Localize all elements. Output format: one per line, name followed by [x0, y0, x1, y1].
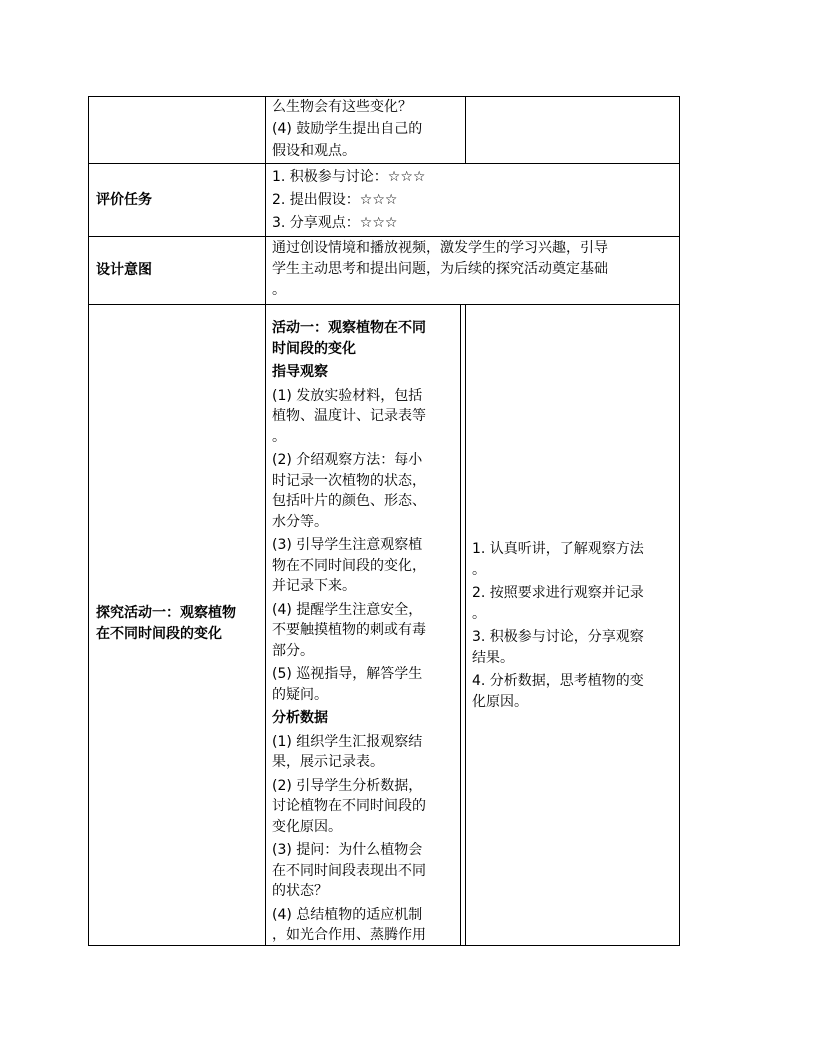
row-divider-3 — [88, 304, 680, 305]
row1-line: 么生物会有这些变化？ — [272, 99, 412, 115]
guide-line: 不要触摸植物的刺或有毒 — [272, 622, 426, 638]
column-divider-row4-a — [460, 304, 461, 946]
table-right-border — [679, 96, 680, 946]
analysis-line: 的状态？ — [272, 883, 328, 899]
student-line: 结果。 — [472, 650, 514, 666]
guide-line: 。 — [272, 428, 286, 445]
inquiry-activity-label-cell — [96, 603, 264, 645]
student-line: 1. 认真听讲，了解观察方法 — [472, 541, 644, 557]
guide-line: 物在不同时间段的变化， — [272, 557, 426, 574]
guide-item — [272, 450, 458, 532]
design-intent-text-cell — [272, 238, 677, 301]
analysis-item — [272, 905, 458, 946]
student-item — [472, 627, 677, 669]
design-intent-label: 设计意图 — [96, 262, 152, 278]
guide-item — [272, 535, 458, 597]
guide-line: (4) 提醒学生注意安全， — [272, 601, 423, 618]
evaluation-item: 2. 提出假设：☆☆☆ — [272, 192, 398, 208]
student-item — [472, 539, 677, 581]
guide-line: 并记录下来。 — [272, 578, 356, 594]
guide-item — [272, 600, 458, 662]
activity-title-line: 时间段的变化 — [272, 340, 356, 357]
row1-line: 假设和观点。 — [272, 143, 356, 159]
guide-line: (3) 引导学生注意观察植 — [272, 537, 423, 553]
student-line: 。 — [472, 562, 486, 578]
inquiry-label-line: 在不同时间段的变化 — [96, 626, 222, 642]
column-divider-label — [265, 96, 266, 946]
student-line: 2. 按照要求进行观察并记录 — [472, 585, 644, 601]
activity-title-line: 活动一：观察植物在不同 — [272, 320, 426, 336]
design-intent-label-cell — [96, 237, 261, 304]
analysis-line: (3) 提问：为什么植物会 — [272, 842, 423, 858]
guide-line: (1) 发放实验材料，包括 — [272, 387, 423, 404]
row1-line: (4) 鼓励学生提出自己的 — [272, 121, 423, 137]
design-intent-line: 。 — [272, 282, 286, 298]
analysis-line: 果，展示记录表。 — [272, 754, 384, 770]
analysis-line: (2) 引导学生分析数据， — [272, 777, 423, 794]
table-left-border — [88, 96, 89, 946]
teacher-activity-cell — [272, 318, 458, 946]
student-item — [472, 671, 677, 713]
section-heading-guide: 指导观察 — [272, 364, 328, 380]
guide-line: (5) 巡视指导，解答学生 — [272, 666, 423, 682]
evaluation-item: 1. 积极参与讨论：☆☆☆ — [272, 169, 426, 185]
student-line: 化原因。 — [472, 694, 528, 710]
guide-line: 的疑问。 — [272, 686, 328, 703]
student-line: 。 — [472, 606, 486, 622]
analysis-line: ，如光合作用、蒸腾作用 — [272, 927, 426, 943]
guide-line: 包括叶片的颜色、形态、 — [272, 493, 426, 509]
guide-line: 水分等。 — [272, 513, 328, 530]
analysis-line: 变化原因。 — [272, 818, 342, 835]
analysis-line: 在不同时间段表现出不同 — [272, 862, 426, 879]
evaluation-items-cell — [272, 166, 672, 235]
student-line: 3. 积极参与讨论，分享观察 — [472, 629, 644, 645]
evaluation-label: 评价任务 — [96, 191, 152, 208]
analysis-item — [272, 732, 458, 773]
analysis-line: (1) 组织学生汇报观察结 — [272, 733, 423, 750]
guide-line: 植物、温度计、记录表等 — [272, 408, 426, 424]
evaluation-label-cell — [96, 164, 261, 236]
section-heading-analysis: 分析数据 — [272, 710, 328, 726]
analysis-line: (4) 总结植物的适应机制 — [272, 906, 423, 923]
student-line: 4. 分析数据，思考植物的变 — [472, 673, 644, 689]
analysis-item — [272, 776, 458, 838]
student-item — [472, 583, 677, 625]
column-divider-row4-b — [465, 304, 466, 946]
guide-line: 部分。 — [272, 642, 314, 659]
evaluation-item: 3. 分享观点：☆☆☆ — [272, 215, 398, 231]
guide-item — [272, 664, 458, 705]
guide-line: 时记录一次植物的状态， — [272, 472, 426, 489]
inquiry-label-line: 探究活动一：观察植物 — [96, 605, 236, 621]
design-intent-line: 通过创设情境和播放视频，激发学生的学习兴趣，引导 — [272, 240, 608, 256]
design-intent-line: 学生主动思考和提出问题，为后续的探究活动奠定基础 — [272, 261, 608, 277]
student-activity-cell — [472, 539, 677, 713]
row1-activity-cell — [272, 97, 462, 163]
analysis-line: 讨论植物在不同时间段的 — [272, 798, 426, 814]
guide-line: (2) 介绍观察方法：每小 — [272, 452, 423, 468]
column-divider-row1-right — [465, 96, 466, 164]
analysis-item — [272, 840, 458, 902]
guide-item — [272, 386, 458, 448]
